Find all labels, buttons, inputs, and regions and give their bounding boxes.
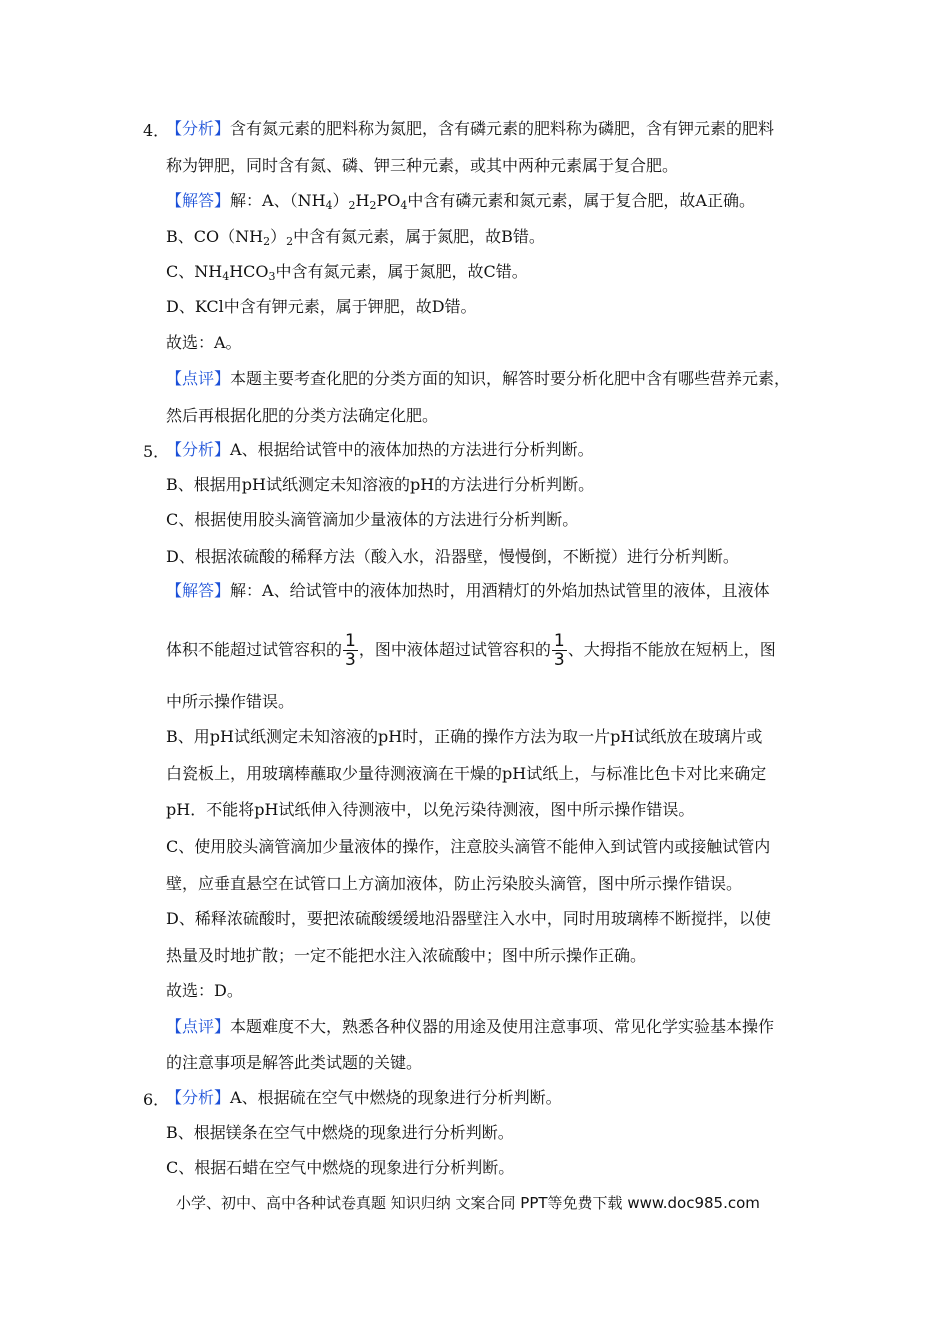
- q6-analysis-c: C、根据石蜡在空气中燃烧的现象进行分析判断。: [166, 1158, 515, 1177]
- q6-number: 6．: [143, 1090, 170, 1109]
- q5-number: 5．: [143, 442, 170, 461]
- q5-answer-b-line-2: 白瓷板上，用玻璃棒蘸取少量待测液滴在干燥的pH试纸上，与标准比色卡对比来确定: [166, 764, 767, 783]
- q5-analysis-a: 【分析】A、根据给试管中的液体加热的方法进行分析判断。: [166, 440, 594, 459]
- q5-analysis-b: B、根据用pH试纸测定未知溶液的pH的方法进行分析判断。: [166, 475, 595, 494]
- q5-answer-d-line-1: D、稀释浓硫酸时，要把浓硫酸缓缓地沿器壁注入水中，同时用玻璃棒不断搅拌，以使: [166, 909, 771, 928]
- q5-comment-line-2: 的注意事项是解答此类试题的关键。: [166, 1053, 423, 1072]
- q4-number: 4．: [143, 121, 170, 140]
- answer-tag: 【解答】: [166, 581, 231, 600]
- one-third-fraction: $\frac{1}{3}$: [345, 631, 356, 670]
- q4-answer-c: C、$NH_4HCO_3$中含有氮元素，属于氮肥，故C错。: [166, 262, 528, 283]
- q4-answer-d: D、KCl中含有钾元素，属于钾肥，故D错。: [166, 297, 477, 316]
- analysis-tag: 【分析】: [166, 1088, 231, 1107]
- q5-answer-a-line-2: 体积不能超过试管容积的 $\frac{1}{3}$ ，图中液体超过试管容积的 $\frac{1}{3}$ 、大拇指不能放在短柄上，图: [166, 631, 776, 670]
- analysis-tag: 【分析】: [166, 119, 231, 138]
- comment-tag: 【点评】: [166, 369, 231, 388]
- q5-answer-b-line-1: B、用pH试纸测定未知溶液的pH时，正确的操作方法为取一片pH试纸放在玻璃片或: [166, 727, 763, 746]
- q5-answer-c-line-2: 壁，应垂直悬空在试管口上方滴加液体，防止污染胶头滴管，图中所示操作错误。: [166, 874, 743, 893]
- q6-analysis-b: B、根据镁条在空气中燃烧的现象进行分析判断。: [166, 1123, 514, 1142]
- q5-answer-a-line-3: 中所示操作错误。: [166, 692, 295, 711]
- q5-analysis-d: D、根据浓硫酸的稀释方法（酸入水，沿器壁，慢慢倒，不断搅）进行分析判断。: [166, 547, 739, 566]
- q4-answer-a: 【解答】解：A、$(NH_4)_2H_2PO_4$中含有磷元素和氮元素，属于复合肥，故A正确。: [166, 191, 755, 212]
- page-footer: 小学、初中、高中各种试卷真题 知识归纳 文案合同 PPT等免费下载 www.doc985.com: [176, 1194, 760, 1212]
- q5-comment-line-1: 【点评】本题难度不大，熟悉各种仪器的用途及使用注意事项、常见化学实验基本操作: [166, 1017, 775, 1036]
- q5-answer-a-line-1: 【解答】解：A、给试管中的液体加热时，用酒精灯的外焰加热试管里的液体，且液体: [166, 581, 770, 600]
- q4-analysis-line-1: 【分析】含有氮元素的肥料称为氮肥，含有磷元素的肥料称为磷肥，含有钾元素的肥料: [166, 119, 775, 138]
- q6-analysis-a: 【分析】A、根据硫在空气中燃烧的现象进行分析判断。: [166, 1088, 562, 1107]
- q5-analysis-c: C、根据使用胶头滴管滴加少量液体的方法进行分析判断。: [166, 510, 579, 529]
- q4-analysis-line-2: 称为钾肥，同时含有氮、磷、钾三种元素，或其中两种元素属于复合肥。: [166, 156, 679, 175]
- q4-choice: 故选：A。: [166, 333, 242, 352]
- q5-answer-d-line-2: 热量及时地扩散；一定不能把水注入浓硫酸中；图中所示操作正确。: [166, 946, 647, 965]
- one-third-fraction: $\frac{1}{3}$: [553, 631, 565, 670]
- q4-comment-line-1: 【点评】本题主要考查化肥的分类方面的知识，解答时要分析化肥中含有哪些营养元素，: [166, 369, 791, 388]
- q4-answer-b: B、$CO(NH_2)_2$中含有氮元素，属于氮肥，故B错。: [166, 227, 545, 248]
- comment-tag: 【点评】: [166, 1017, 231, 1036]
- q4-comment-line-2: 然后再根据化肥的分类方法确定化肥。: [166, 406, 439, 425]
- q5-answer-b-line-3: pH．不能将pH试纸伸入待测液中，以免污染待测液，图中所示操作错误。: [166, 800, 695, 819]
- q5-choice: 故选：D。: [166, 981, 243, 1000]
- q5-answer-c-line-1: C、使用胶头滴管滴加少量液体的操作，注意胶头滴管不能伸入到试管内或接触试管内: [166, 837, 771, 856]
- answer-tag: 【解答】: [166, 191, 231, 210]
- analysis-tag: 【分析】: [166, 440, 231, 459]
